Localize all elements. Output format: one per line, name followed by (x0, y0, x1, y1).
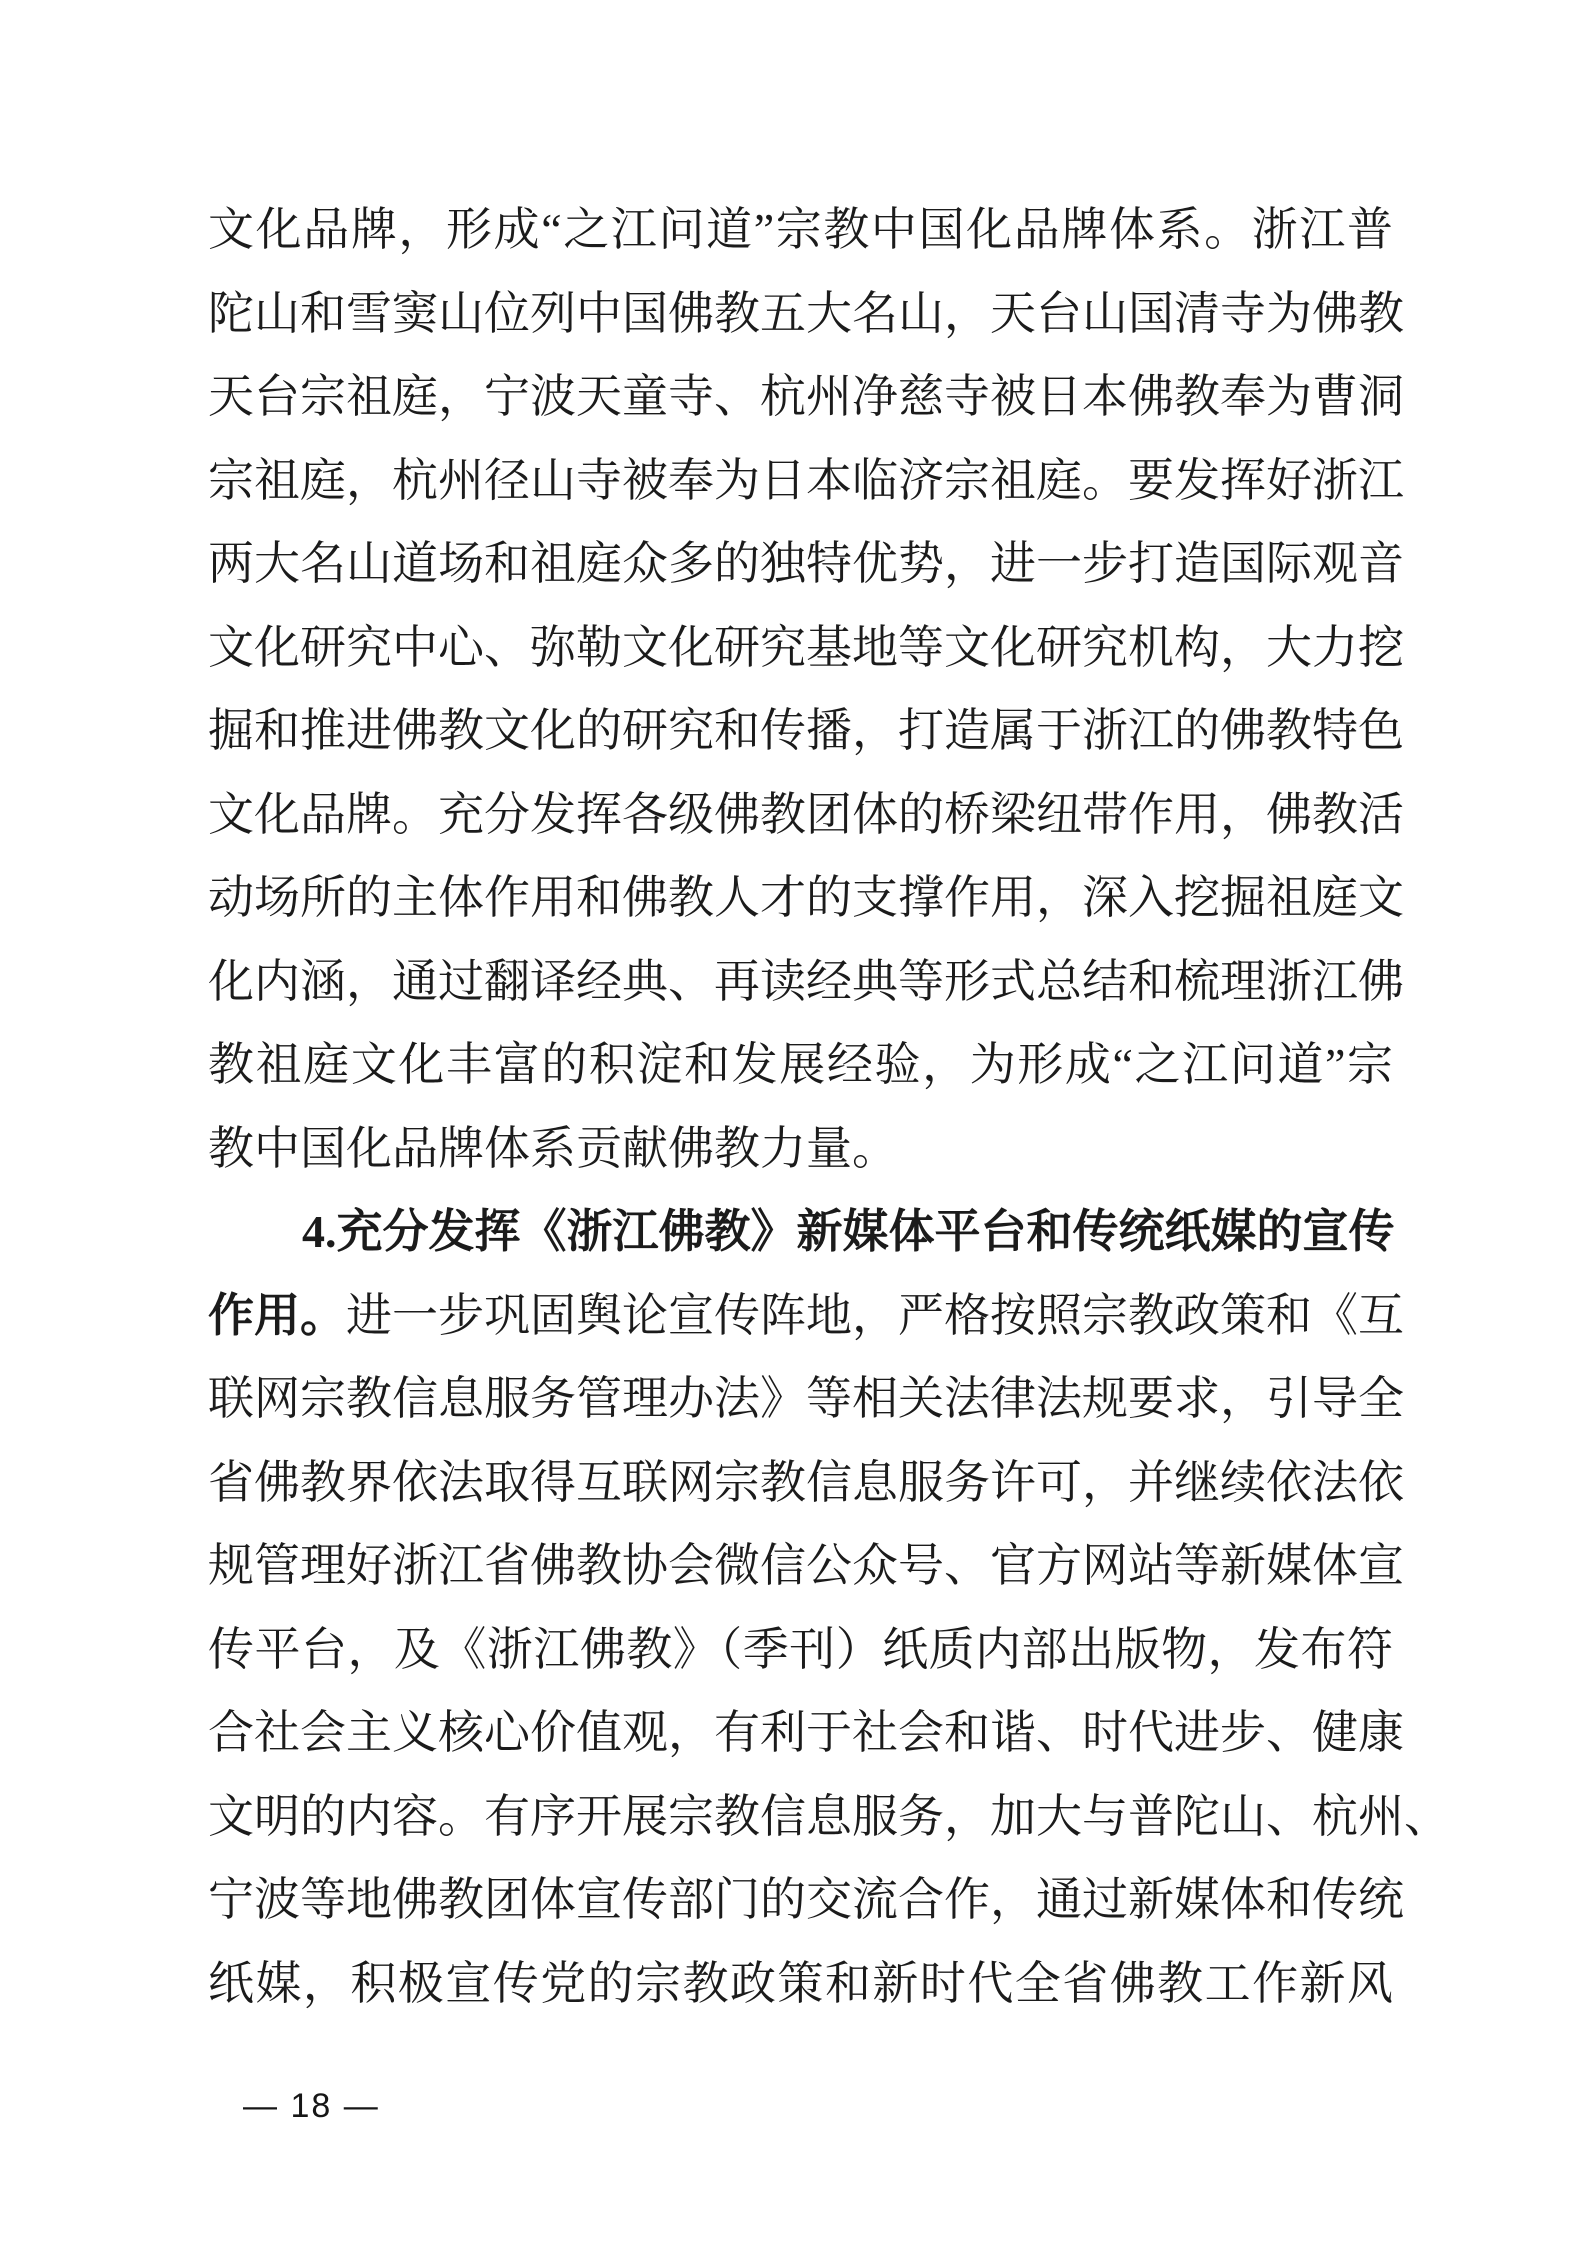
text-line: 宗祖庭，杭州径山寺被奉为日本临济宗祖庭。要发挥好浙江 (208, 454, 1404, 506)
text-line: 两大名山道场和祖庭众多的独特优势，进一步打造国际观音 (208, 538, 1404, 589)
text-line: 掘和推进佛教文化的研究和传播，打造属于浙江的佛教特色 (208, 705, 1404, 756)
text-line: 联网宗教信息服务管理办法》等相关法律法规要求，引导全 (208, 1373, 1404, 1424)
section4-body-start: 进一步巩固舆论宣传阵地，严格按照宗教政策和《互 (346, 1289, 1404, 1341)
text-line-paragraph-end: 教中国化品牌体系贡献佛教力量。 (208, 1122, 898, 1174)
text-line: 合社会主义核心价值观，有利于社会和谐、时代进步、健康 (208, 1707, 1404, 1758)
text-line: 文化品牌。充分发挥各级佛教团体的桥梁纽带作用，佛教活 (208, 788, 1404, 840)
text-line: 化内涵，通过翻译经典、再读经典等形式总结和梳理浙江佛 (208, 955, 1404, 1007)
text-line: 纸媒，积极宣传党的宗教政策和新时代全省佛教工作新风 (208, 1957, 1393, 2009)
text-line: 文化品牌，形成“之江问道”宗教中国化品牌体系。浙江普 (208, 204, 1393, 255)
text-line: 陀山和雪窦山位列中国佛教五大名山，天台山国清寺为佛教 (208, 287, 1404, 339)
section4-heading-continuation: 作用。 (208, 1289, 346, 1341)
section4-lead-line (208, 1274, 1404, 1358)
text-line: 天台宗祖庭，宁波天童寺、杭州净慈寺被日本佛教奉为曹洞 (208, 371, 1404, 422)
page-number: — 18 — (243, 2087, 380, 2125)
text-line: 省佛教界依法取得互联网宗教信息服务许可，并继续依法依 (208, 1456, 1404, 1508)
text-line: 传平台，及《浙江佛教》（季刊）纸质内部出版物，发布符 (208, 1623, 1393, 1675)
text-line: 文明的内容。有序开展宗教信息服务，加大与普陀山、杭州、 (208, 1790, 1450, 1842)
text-line: 教祖庭文化丰富的积淀和发展经验，为形成“之江问道”宗 (208, 1039, 1393, 1090)
text-line: 宁波等地佛教团体宣传部门的交流合作，通过新媒体和传统 (208, 1874, 1404, 1925)
text-line: 规管理好浙江省佛教协会微信公众号、官方网站等新媒体宣 (208, 1540, 1404, 1591)
body-text-block (208, 188, 1450, 2025)
section4-heading-line: 4.充分发挥《浙江佛教》新媒体平台和传统纸媒的宣传 (302, 1206, 1395, 1257)
text-line: 动场所的主体作用和佛教人才的支撑作用，深入挖掘祖庭文 (208, 872, 1404, 923)
text-line: 文化研究中心、弥勒文化研究基地等文化研究机构，大力挖 (208, 621, 1404, 673)
